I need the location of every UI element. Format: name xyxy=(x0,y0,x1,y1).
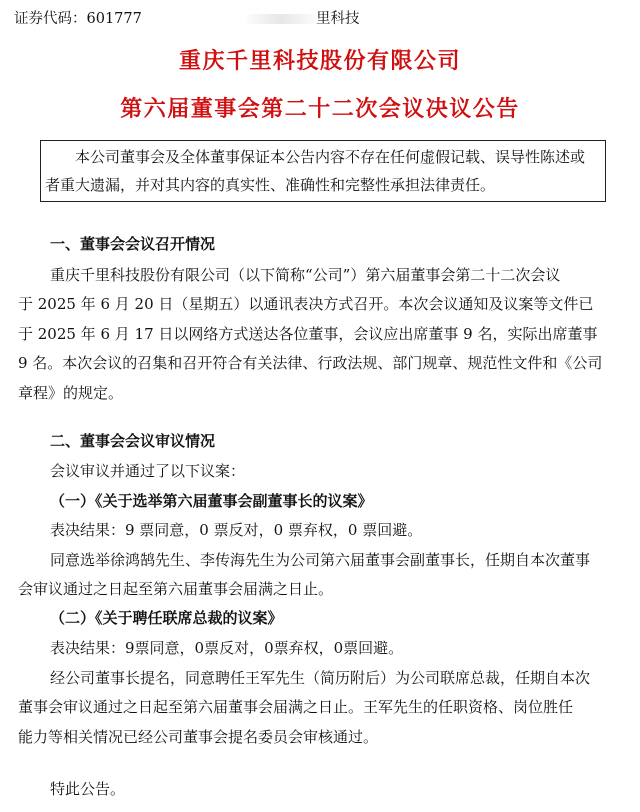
closing-statement: 特此公告。 xyxy=(50,780,126,798)
section-1-line-1: 重庆千里科技股份有限公司（以下简称“公司”）第六届董事会第二十二次会议 xyxy=(50,266,561,284)
motion-1-vote: 表决结果：9 票同意，0 票反对，0 票弃权，0 票回避。 xyxy=(50,521,423,539)
section-1-line-4: 9 名。本次会议的召集和召开符合有关法律、行政法规、部门规章、规范性文件和《公司 xyxy=(18,354,603,372)
motion-2-line-2: 董事会审议通过之日起至第六届董事会届满之日止。王军先生的任职资格、岗位胜任 xyxy=(18,698,574,716)
section-1-heading: 一、董事会会议召开情况 xyxy=(50,235,216,253)
disclaimer-line-1: 本公司董事会及全体董事保证本公告内容不存在任何虚假记载、误导性陈述或 xyxy=(75,148,586,166)
stock-code-header xyxy=(14,8,614,30)
section-2-heading: 二、董事会会议审议情况 xyxy=(50,432,216,450)
redacted-area xyxy=(246,14,316,24)
motion-2-title: （二）《关于聘任联席总裁的议案》 xyxy=(50,609,283,627)
motion-1-line-2: 会审议通过之日起至第六届董事会届满之日止。 xyxy=(18,580,334,598)
motion-2-line-3: 能力等相关情况已经公司董事会提名委员会审核通过。 xyxy=(18,728,379,746)
section-2-intro: 会议审议并通过了以下议案： xyxy=(50,462,246,480)
section-1-line-2: 于 2025 年 6 月 20 日（星期五）以通讯表决方式召开。本次会议通知及议案等文件已 xyxy=(18,295,594,313)
disclaimer-box xyxy=(40,140,606,202)
motion-2-line-1: 经公司董事长提名，同意聘任王军先生（简历附后）为公司联席总裁，任期自本次 xyxy=(50,669,591,687)
section-1-line-3: 于 2025 年 6 月 17 日以网络方式送达各位董事，会议应出席董事 9 名，实际出席董事 xyxy=(18,325,598,343)
motion-1-title: （一）《关于选举第六届董事会副董事长的议案》 xyxy=(50,492,373,510)
stock-short-name: 里科技 xyxy=(316,11,360,27)
announcement-title: 第六届董事会第二十二次会议决议公告 xyxy=(120,96,520,122)
motion-1-line-1: 同意选举徐鸿鹄先生、李传海先生为公司第六届董事会副董事长，任期自本次董事 xyxy=(50,551,591,569)
stock-code-label: 证券代码：601777 xyxy=(14,11,142,27)
motion-2-vote: 表决结果：9票同意，0票反对，0票弃权，0票回避。 xyxy=(50,639,404,657)
disclaimer-line-2: 者重大遗漏，并对其内容的真实性、准确性和完整性承担法律责任。 xyxy=(45,176,496,194)
section-1-line-5: 章程》的规定。 xyxy=(18,384,124,402)
company-title: 重庆千里科技股份有限公司 xyxy=(178,48,461,74)
